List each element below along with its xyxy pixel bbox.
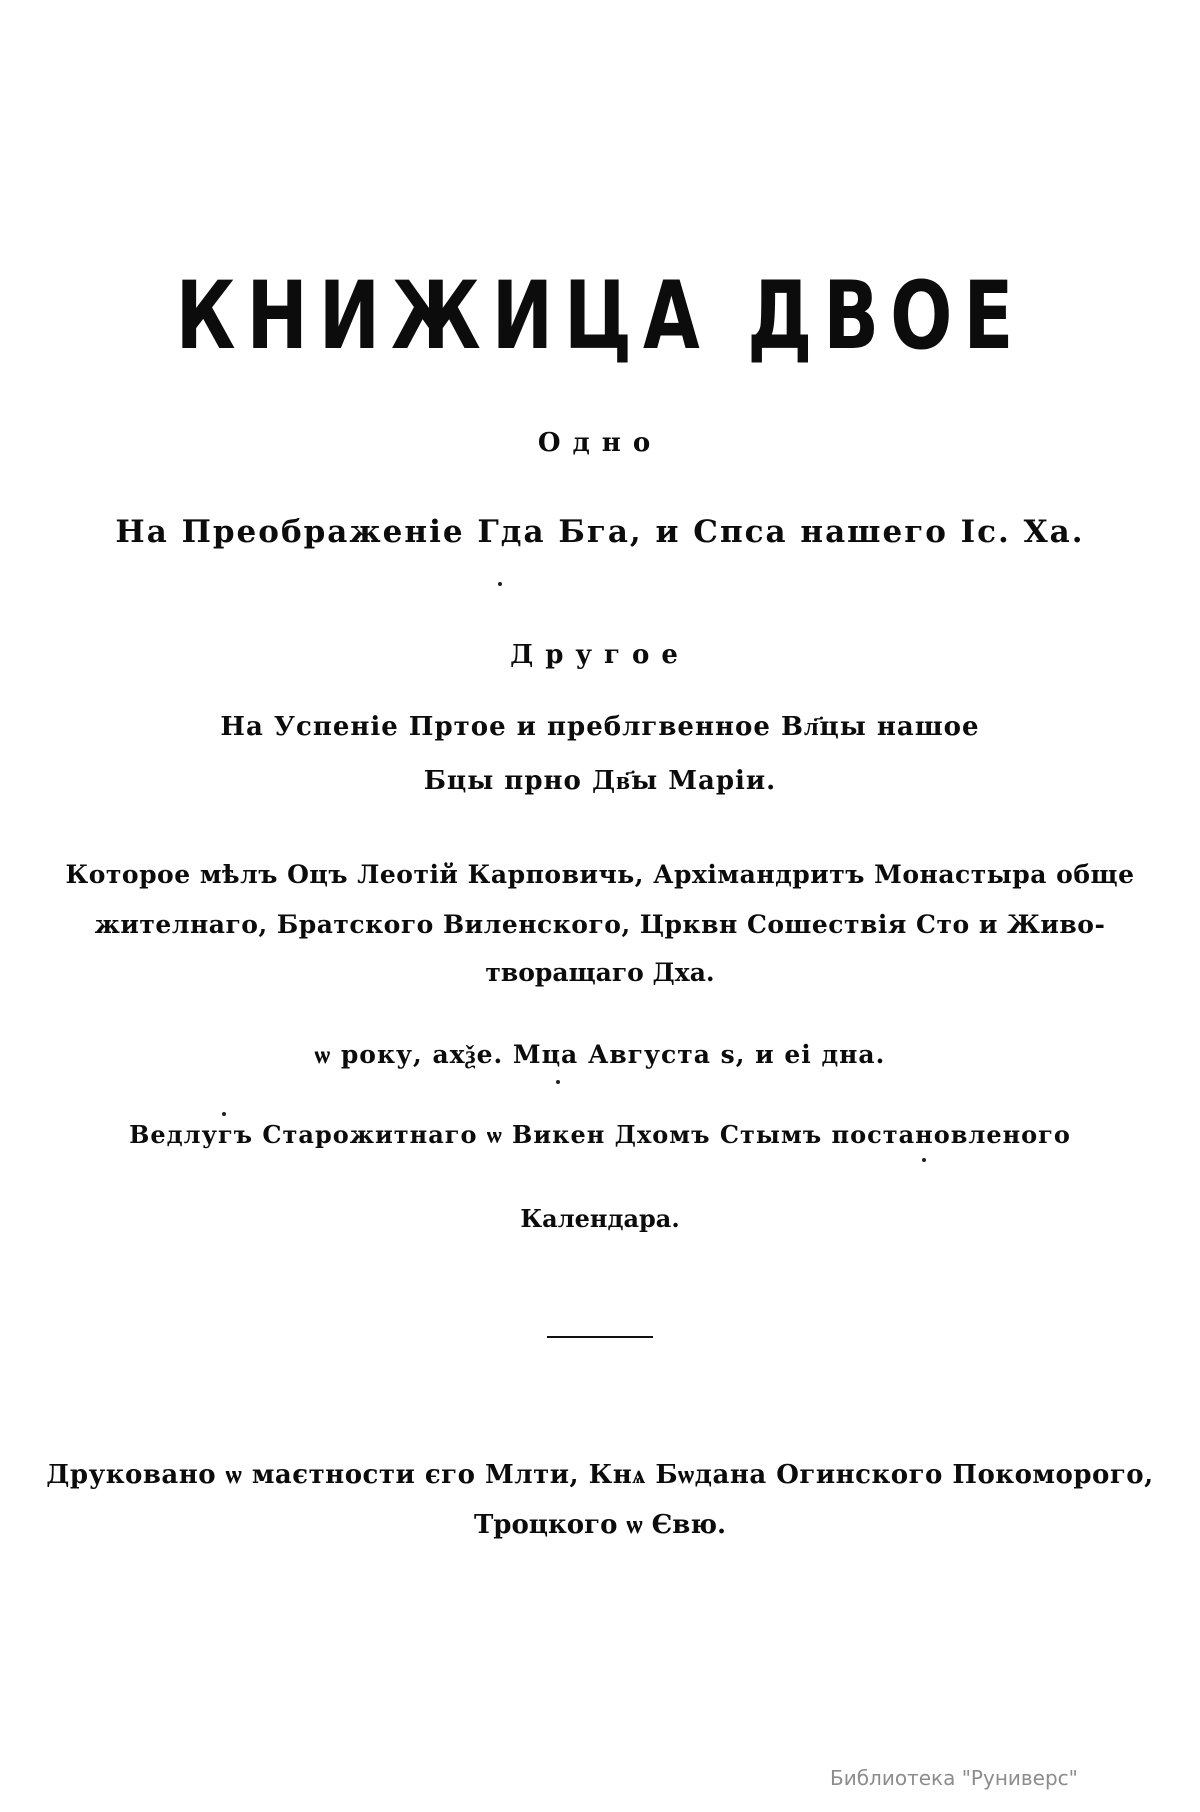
date-line: ѡ року, ахѯе. Мца Августа ѕ, и еі дна. — [314, 1040, 886, 1069]
second-part-text-line-1: На Успеніе Пртое и преблгвенное Вл҃цы нашое — [220, 712, 980, 742]
print-speck — [556, 1080, 560, 1084]
library-watermark: Библиотека "Руниверс" — [830, 1766, 1078, 1790]
book-title: КНИЖИЦА ДВОЕ — [175, 262, 1025, 371]
author-line-2: жителнаго, Братского Виленского, Црквн Сошествія Сто и Живо- — [94, 910, 1106, 939]
first-part-text: На Преображеніе Гда Бга, и Спса нашего Іс. Ха. — [115, 514, 1085, 550]
print-speck — [498, 582, 502, 586]
second-part-label: Другое — [510, 640, 690, 670]
author-line-3: творащаго Дха. — [485, 958, 715, 987]
calendar-line-1: Ведлугъ Старожитнаго ѡ Викен Дхомъ Стымъ постановленого — [129, 1120, 1071, 1149]
calendar-line-2: Календара. — [520, 1204, 680, 1233]
author-line-1: Которое мѣлъ Оцъ Леотій Карповичь, Архімандритъ Монастыра обще — [65, 860, 1135, 889]
second-part-text-line-2: Бцы прно Дв҃ы Маріи. — [423, 766, 777, 796]
print-speck — [922, 1158, 926, 1162]
imprint-line-1: Друковано ѡ маєтности єго Млти, Кнѧ Бѡдана Огинского Покоморого, — [46, 1460, 1154, 1490]
imprint-line-2: Троцкого ѡ Євю. — [473, 1510, 727, 1540]
divider-rule — [547, 1336, 653, 1338]
print-speck — [222, 1112, 226, 1116]
first-part-label: Одно — [537, 428, 663, 458]
